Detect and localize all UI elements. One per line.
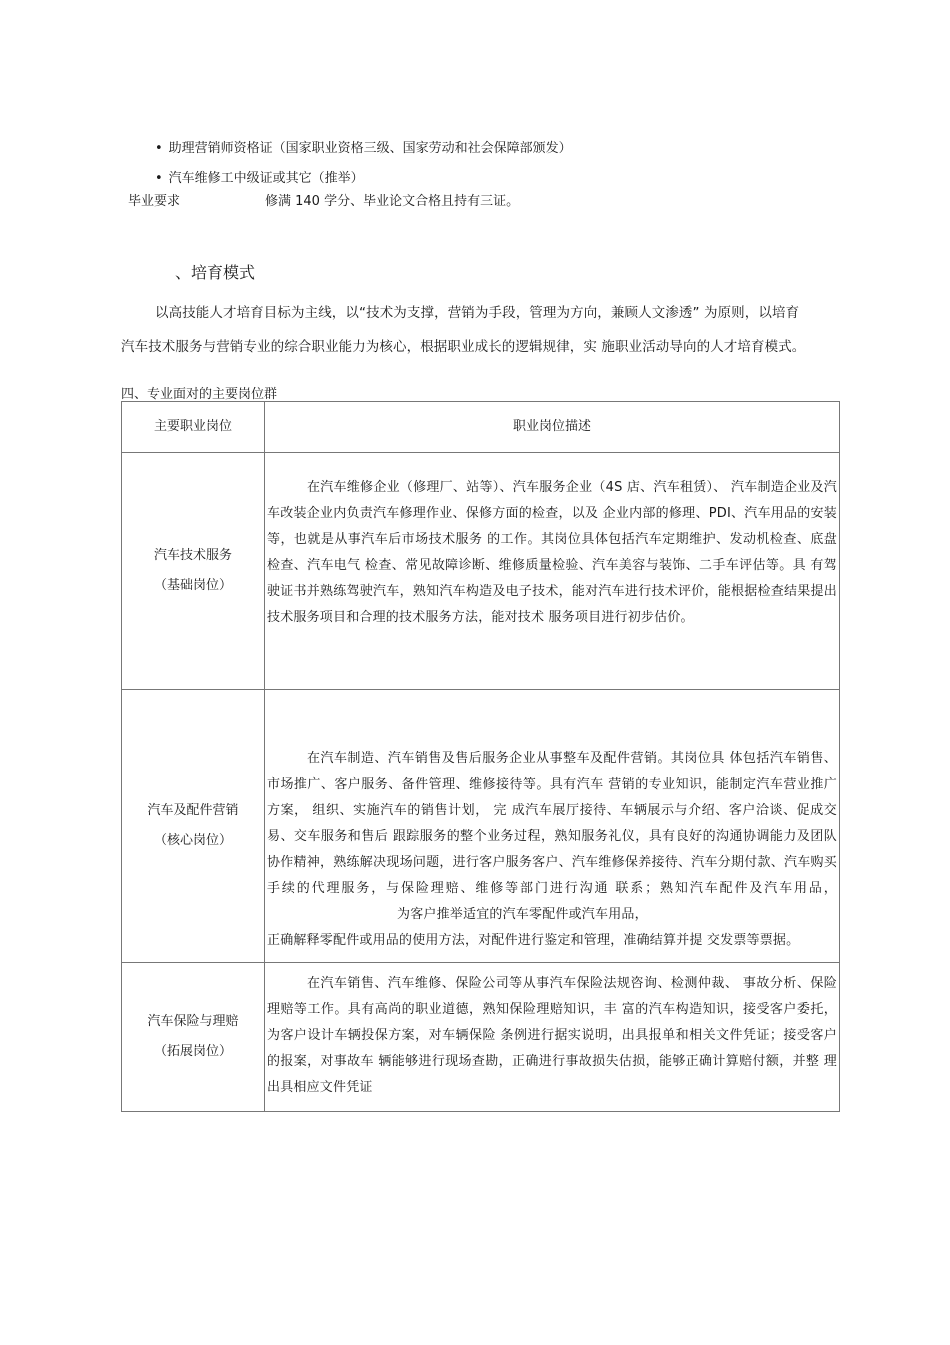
table-row: [122, 963, 840, 1112]
role-description-tail-2: 正确解释零配件或用品的使用方法，对配件进行鉴定和管理，准确结算并提 交发票等票据。: [267, 933, 800, 948]
header-description: 职业岗位描述: [265, 402, 840, 453]
bullet-text: 汽车维修工中级证或其它（推举）: [168, 171, 364, 186]
jobs-section-title: 四、专业面对的主要岗位群: [121, 387, 278, 402]
role-description-main: 在汽车制造、汽车销售及售后服务企业从事整车及配件营销。其岗位具 体包括汽车销售、市场推广、客户服务、备件管理、维修接待等。具有汽车 营销的专业知识，能制定汽车营业推广方案， 组织、实施汽车的销售计划， 完 成汽车展厅接待、车辆展示与介绍、客户洽谈、促成交易、交车服务和售后 跟踪服务的整个业务过程，熟知服务礼仪，具有良好的沟通协调能力及团队 协作精神，熟练解决现场问题，进行客户服务客户、汽车维修保养接待、汽车分期付款、汽车购买手续的代理服务，与保险理赔、维修等部门进行沟通 联系；熟知汽车配件及汽车用品，: [267, 751, 837, 896]
role-description-tail-1: 为客户推举适宜的汽车零配件或汽车用品，: [397, 907, 648, 922]
role-description: 在汽车销售、汽车维修、保险公司等从事汽车保险法规咨询、检测仲裁、 事故分析、保险理赔等工作。具有高尚的职业道德，熟知保险理赔知识，丰 富的汽车构造知识，接受客户委托，为客户设计车辆投保方案，对车辆保险 条例进行据实说明，出具报单和相关文件凭证；接受客户的报案，对事故车 辆能够进行现场查勘，正确进行事故损失估损，能够正确计算赔付额，并整 理出具相应文件凭证: [267, 976, 837, 1095]
role-level: （基础岗位）: [153, 578, 232, 593]
description-cell: [265, 690, 840, 963]
header-role: 主要职业岗位: [122, 402, 265, 453]
training-mode-line-1: 以高技能人才培育目标为主线，以“技术为支撑，营销为手段，管理为方向，兼顾人文渗透” 为原则，以培育: [155, 305, 800, 321]
training-mode-line-2: 汽车技术服务与营销专业的综合职业能力为核心，根据职业成长的逻辑规律，实 施职业活动导向的人才培育模式。: [121, 339, 806, 355]
role-name: 汽车及配件营销: [147, 803, 239, 818]
bullet-text: 助理营销师资格证（国家职业资格三级、国家劳动和社会保障部颁发）: [168, 141, 572, 156]
role-cell: [122, 963, 265, 1112]
jobs-table: [121, 401, 840, 1112]
graduation-label: 毕业要求: [128, 194, 181, 209]
role-name: 汽车保险与理赔: [147, 1014, 239, 1029]
role-level: （拓展岗位）: [153, 1044, 232, 1059]
bullet-icon: •: [155, 171, 163, 186]
role-description: [265, 690, 839, 954]
description-cell: [265, 963, 840, 1112]
description-cell: [265, 453, 840, 690]
role-cell: [122, 453, 265, 690]
role-name: 汽车技术服务: [153, 548, 232, 563]
bullet-item-2: [155, 167, 364, 186]
role-cell: [122, 690, 265, 963]
bullet-item-1: [155, 137, 572, 156]
training-mode-heading: 、培育模式: [175, 263, 256, 282]
table-header-row: [122, 402, 840, 453]
table-row: [122, 690, 840, 963]
role-level: （核心岗位）: [153, 833, 232, 848]
bullet-icon: •: [155, 141, 163, 156]
graduation-value: 修满 140 学分、毕业论文合格且持有三证。: [265, 194, 520, 209]
table-row: [122, 453, 840, 690]
role-description: 在汽车维修企业（修理厂、站等）、汽车服务企业（4S 店、汽车租赁）、 汽车制造企业及汽车改装企业内负责汽车修理作业、保修方面的检查，以及 企业内部的修理、PDI、汽车用品的安装等，也就是从事汽车后市场技术服务 的工作。其岗位具体包括汽车定期维护、发动机检查、底盘检查、汽车电气 检查、常见故障诊断、维修质量检验、汽车美容与装饰、二手车评估等。具 有驾驶证书并熟练驾驶汽车，熟知汽车构造及电子技术，能对汽车进行技术评价，能根据检查结果提出技术服务项目和合理的技术服务方法，能对技术 服务项目进行初步估价。: [267, 480, 837, 625]
